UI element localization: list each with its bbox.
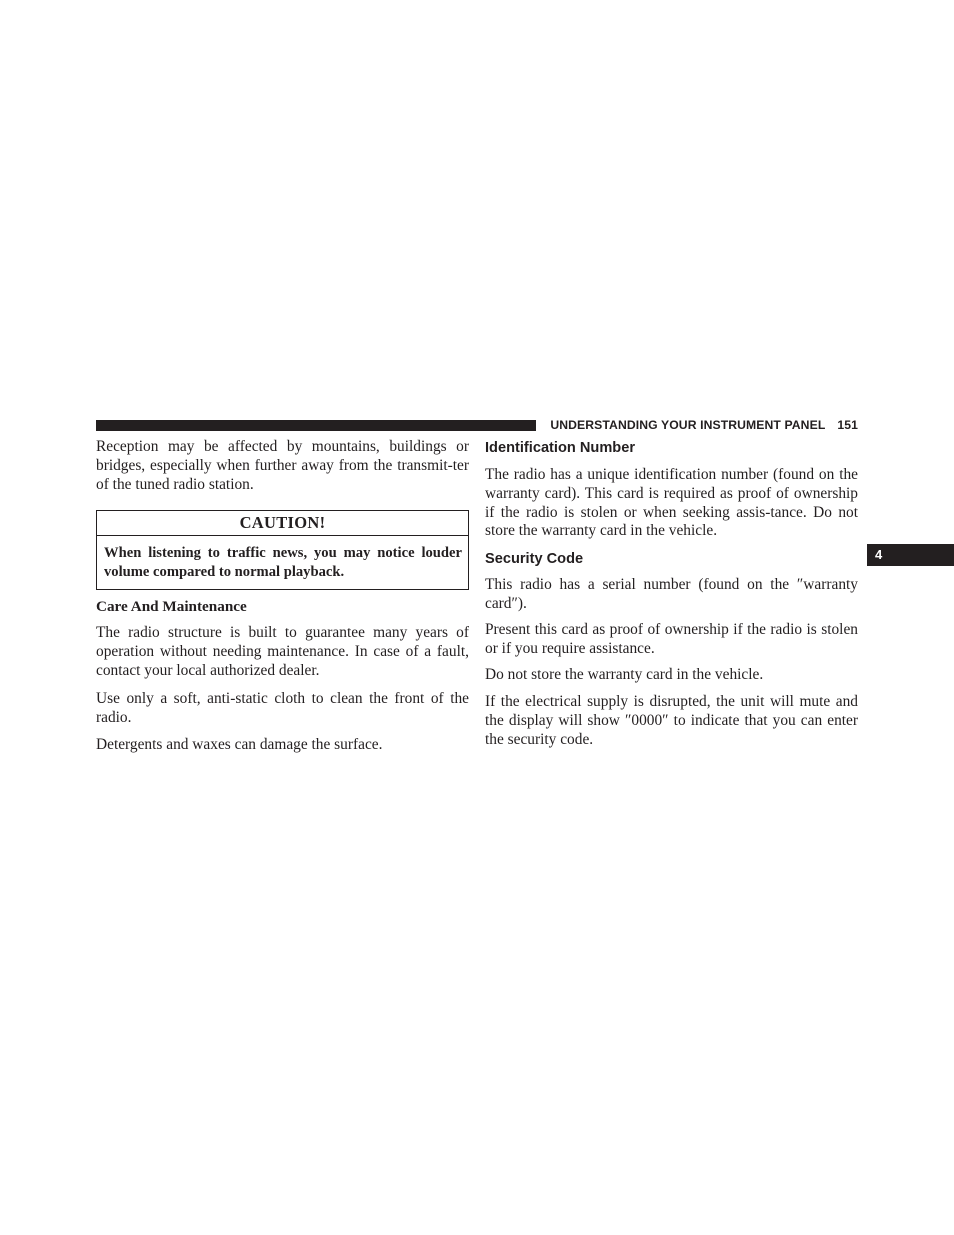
security-heading: Security Code (485, 551, 584, 568)
caution-box (96, 510, 469, 590)
intro-paragraph: Reception may be affected by mountains, buildings or bridges, especially when further away from the transmit-ter of the tuned radio station. (96, 438, 469, 493)
care-heading: Care And Maintenance (96, 598, 247, 616)
security-paragraph-1: This radio has a serial number (found on the ″warranty card″). (485, 576, 858, 612)
chapter-tab: 4 (867, 544, 954, 566)
header-section-title: UNDERSTANDING YOUR INSTRUMENT PANEL (550, 418, 826, 432)
running-header (546, 417, 858, 433)
identification-paragraph: The radio has a unique identification number (found on the warranty card). This card is required as proof of ownership if the radio is stolen or when seeking assis-tance. Do not store the warranty card in the vehicle. (485, 466, 858, 540)
right-column (485, 438, 858, 750)
identification-heading: Identification Number (485, 440, 635, 456)
header-rule (96, 420, 536, 431)
security-paragraph-3: Do not store the warranty card in the vehicle. (485, 666, 764, 684)
caution-title: CAUTION! (97, 511, 468, 536)
care-paragraph-1: The radio structure is built to guarantee many years of operation without needing maintenance. In case of a fault, contact your local authorized dealer. (96, 624, 469, 679)
security-paragraph-4: If the electrical supply is disrupted, the unit will mute and the display will show ″0000″ to indicate that you can enter the security code. (485, 693, 858, 748)
left-column (96, 438, 469, 755)
security-paragraph-2: Present this card as proof of ownership if the radio is stolen or if you require assistance. (485, 620, 858, 657)
care-paragraph-3: Detergents and waxes can damage the surface. (96, 736, 383, 754)
care-paragraph-2: Use only a soft, anti-static cloth to clean the front of the radio. (96, 689, 469, 726)
caution-body: When listening to traffic news, you may notice louder volume compared to normal playback. (104, 545, 462, 581)
page-number: 151 (837, 418, 858, 432)
